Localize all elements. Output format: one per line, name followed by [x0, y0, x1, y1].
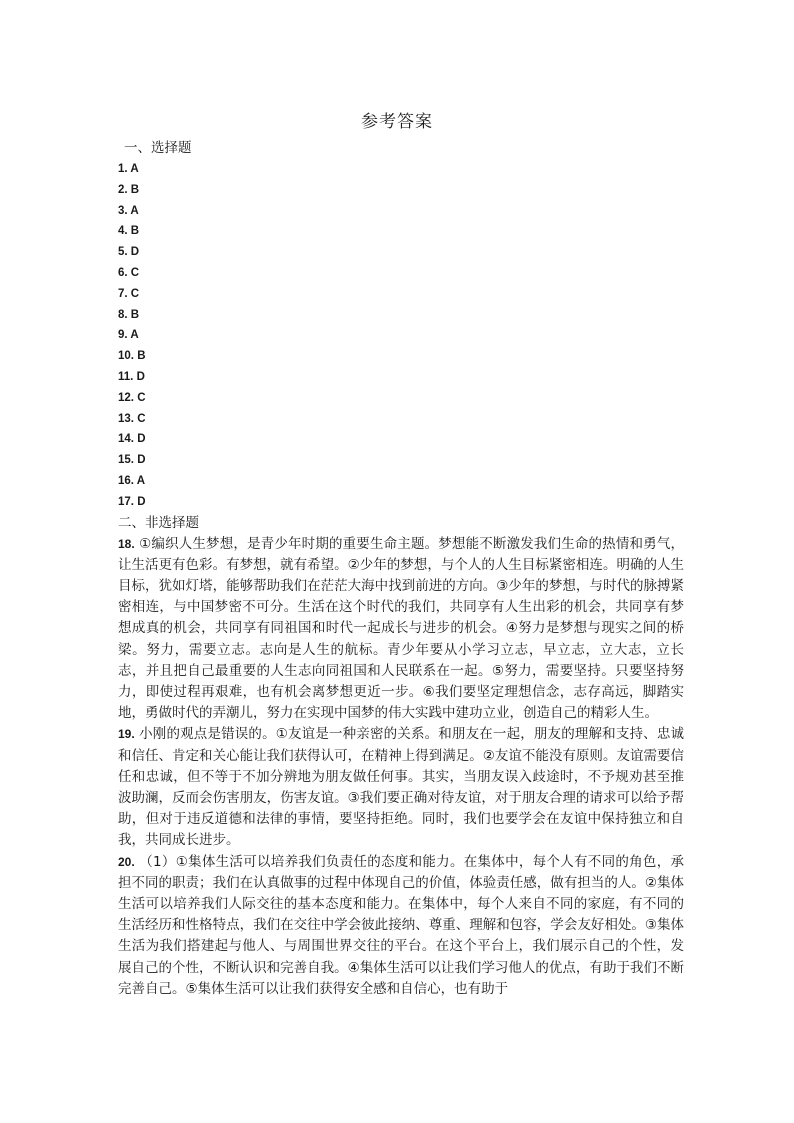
answer-item: [118, 263, 684, 284]
question-answer-18: [118, 534, 684, 725]
answer-content: [118, 138, 684, 1000]
answer-letter: A: [130, 204, 139, 217]
section-heading-non-choice: 二、非选择题: [118, 514, 199, 531]
answer-number: 17.: [118, 495, 134, 508]
answer-item: [118, 201, 684, 222]
answer-number: 5.: [118, 246, 128, 259]
answer-number: 7.: [118, 287, 128, 300]
answer-item: [118, 325, 684, 346]
answer-letter: C: [137, 412, 146, 425]
answer-number: 12.: [118, 391, 134, 404]
answer-item: [118, 367, 684, 388]
answer-item: [118, 242, 684, 263]
answer-number: 1.: [118, 163, 128, 175]
question-answer-text: ①编织人生梦想，是青少年时期的重要生命主题。梦想能不断激发我们生命的热情和勇气，让生活更有色彩。有梦想，就有希望。②少年的梦想，与个人的人生目标紧密相连。明确的人生目标，犹如灯塔，能够帮助我们在茫茫大海中找到前进的方向。③少年的梦想，与时代的脉搏紧密相连，与中国梦密不可分。生活在这个时代的我们，共同享有人生出彩的机会，共同享有梦想成真的机会，共同享有同祖国和时代一起成长与进步的机会。④努力是梦想与现实之间的桥梁。努力，需要立志。志向是人生的航标。青少年要从小学习立志，早立志，立大志，立长志，并且把自己最重要的人生志向同祖国和人民联系在一起。⑤努力，需要坚持。只要坚持努力，即使过程再艰难，也有机会离梦想更近一步。⑥我们要坚定理想信念，志存高远，脚踏实地，勇做时代的弄潮儿，努力在实现中国梦的伟大实践中建功立业，创造自己的精彩人生。: [118, 535, 684, 722]
answer-number: 9.: [118, 329, 128, 342]
question-number: 19.: [118, 727, 135, 742]
question-answer-20: [118, 852, 684, 1000]
question-number: 20.: [118, 854, 135, 869]
answer-letter: C: [130, 266, 140, 279]
answer-item: [118, 429, 684, 450]
question-answer-19: [118, 724, 684, 851]
answer-item: [118, 409, 684, 430]
answer-item: [118, 346, 684, 367]
answer-number: 15.: [118, 454, 134, 467]
answer-item: [118, 221, 684, 242]
answer-letter: D: [136, 370, 145, 383]
page-title: 参考答案: [361, 112, 433, 132]
answer-item: [118, 180, 684, 201]
answer-letter: A: [136, 474, 146, 487]
answer-letter: B: [130, 308, 140, 321]
question-number: 18.: [118, 536, 135, 551]
answer-number: 11.: [118, 370, 134, 383]
answer-letter: D: [137, 454, 146, 467]
answer-letter: B: [137, 350, 146, 363]
question-answer-text: 小刚的观点是错误的。①友谊是一种亲密的关系。和朋友在一起，朋友的理解和支持、忠诚和信任、肯定和关心能让我们获得认可，在精神上得到满足。②友谊不能没有原则。友谊需要信任和忠诚，但不等于不加分辨地为朋友做任何事。其实，当朋友误入歧途时，不予规劝甚至推波助澜，反而会伤害朋友，伤害友谊。③我们要正确对待友谊，对于朋友合理的请求可以给予帮助，但对于违反道德和法律的事情，要坚持拒绝。同时，我们也要学会在友谊中保持独立和自我，共同成长进步。: [118, 726, 684, 849]
answer-number: 8.: [118, 308, 128, 321]
answer-number: 4.: [118, 225, 128, 238]
answer-number: 16.: [118, 474, 134, 487]
answer-letter: D: [130, 246, 140, 259]
answer-letter: C: [130, 287, 140, 300]
answer-letter: D: [137, 495, 146, 508]
answer-number: 14.: [118, 433, 134, 446]
answer-letter: A: [130, 163, 139, 175]
section-heading-multiple-choice: 一、选择题: [124, 140, 192, 156]
answer-number: 3.: [118, 204, 128, 217]
answer-letter: B: [130, 225, 140, 238]
question-answer-text: （1）①集体生活可以培养我们负责任的态度和能力。在集体中，每个人有不同的角色，承担不同的职责；我们在认真做事的过程中体现自己的价值，体验责任感，做有担当的人。②集体生活可以培养我们人际交往的基本态度和能力。在集体中，每个人来自不同的家庭，有不同的生活经历和性格特点，我们在交往中学会彼此接纳、尊重、理解和包容，学会友好相处。③集体生活为我们搭建起与他人、与周围世界交往的平台。在这个平台上，我们展示自己的个性，发展自己的个性，不断认识和完善自我。④集体生活可以让我们学习他人的优点，有助于我们不断完善自己。⑤集体生活可以让我们获得安全感和自信心，也有助于: [118, 853, 684, 997]
answer-item: [118, 159, 684, 180]
answer-letter: A: [130, 329, 139, 342]
answer-number: 10.: [118, 350, 134, 363]
answer-item: [118, 284, 684, 305]
answer-letter: B: [130, 183, 140, 196]
answer-item: [118, 305, 684, 326]
answer-item: [118, 492, 684, 513]
answer-number: 13.: [118, 412, 134, 425]
answer-letter: D: [137, 433, 146, 446]
answer-number: 6.: [118, 266, 128, 279]
answer-item: [118, 388, 684, 409]
answer-item: [118, 450, 684, 471]
answer-number: 2.: [118, 183, 128, 196]
answer-item: [118, 471, 684, 492]
multiple-choice-answer-list: [118, 159, 684, 513]
answer-letter: C: [137, 391, 146, 404]
